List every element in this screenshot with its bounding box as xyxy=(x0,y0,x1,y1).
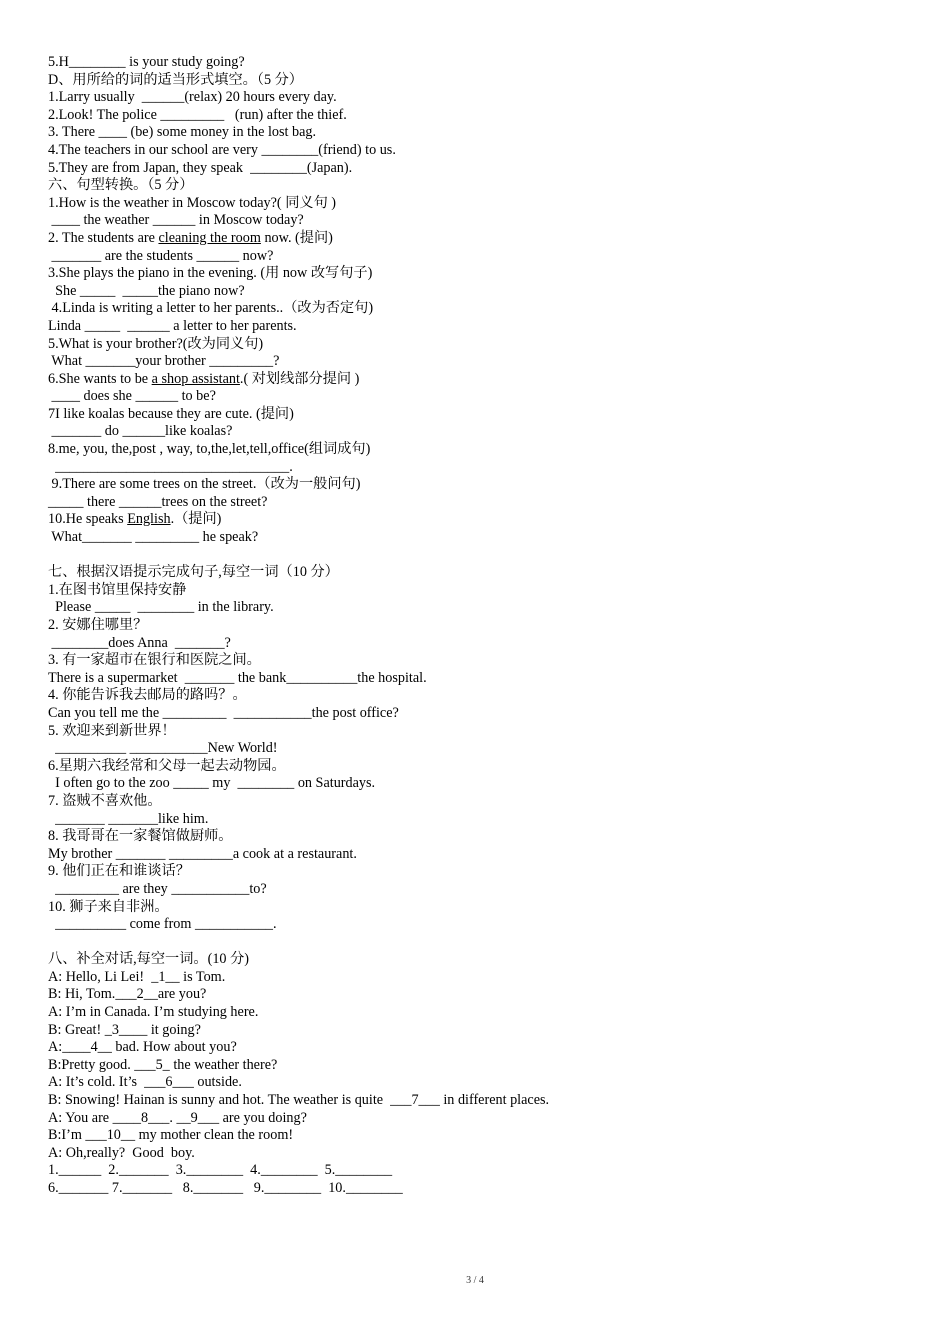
text-line: 10. 狮子来自非洲。 xyxy=(48,898,169,915)
text-line: 6.星期六我经常和父母一起去动物园。 xyxy=(48,757,286,774)
text-line: 1.Larry usually ______(relax) 20 hours every day. xyxy=(48,89,337,106)
text-line: 3.She plays the piano in the evening. (用 now 改写句子) xyxy=(48,265,373,282)
text-line: 10.He speaks English.（提问) xyxy=(48,511,222,528)
text-line: 1.在图书馆里保持安静 xyxy=(48,581,187,598)
text-line: __________ come from ___________. xyxy=(48,916,277,933)
text-line: 3. 有一家超市在银行和医院之间。 xyxy=(48,652,261,669)
text-line: 七、根据汉语提示完成句子,每空一词（10 分） xyxy=(48,564,339,581)
text-line: B: Great! _3____ it going? xyxy=(48,1021,201,1038)
text-line: 1.How is the weather in Moscow today?( 同义句 ) xyxy=(48,194,337,211)
text-line: 8. 我哥哥在一家餐馆做厨师。 xyxy=(48,828,233,845)
text-line: 5. 欢迎来到新世界！ xyxy=(48,722,176,739)
text-line: ________does Anna _______? xyxy=(48,634,231,651)
text-line: 7. 盗贼不喜欢他。 xyxy=(48,792,162,809)
text-line: _______ do ______like koalas? xyxy=(48,423,233,440)
text-line: 4. 你能告诉我去邮局的路吗？。 xyxy=(48,687,247,704)
text-line: A: You are ____8___. __9___ are you doing? xyxy=(48,1109,307,1126)
text-line: __________ ___________New World! xyxy=(48,740,278,757)
text-line: 3. There ____ (be) some money in the lost bag. xyxy=(48,124,317,141)
text-line: My brother _______ _________a cook at a restaurant. xyxy=(48,845,357,862)
text-line: 6._______ 7._______ 8._______ 9.________ 10.________ xyxy=(48,1180,403,1196)
text-line: B:I’m ___10__ my mother clean the room! xyxy=(48,1127,294,1144)
blank-line xyxy=(48,547,908,565)
text-line: A: Hello, Li Lei! _1__ is Tom. xyxy=(48,968,226,985)
text-line: _______ are the students ______ now? xyxy=(48,247,274,264)
text-line: 9. 他们正在和谁谈话？ xyxy=(48,863,190,880)
text-line: A: Oh,really? Good boy. xyxy=(48,1144,195,1161)
text-line: _____ there ______trees on the street? xyxy=(48,493,268,510)
text-line: 八、补全对话,每空一词。(10 分) xyxy=(48,951,249,968)
blank-line xyxy=(48,934,908,952)
text-line: 9.There are some trees on the street.（改为一般问句) xyxy=(48,476,361,493)
text-line: She _____ _____the piano now? xyxy=(48,282,245,299)
text-line: Please _____ ________ in the library. xyxy=(48,599,274,616)
text-line: ____ the weather ______ in Moscow today? xyxy=(48,212,304,229)
text-line: 1.______ 2._______ 3.________ 4.________ 5.________ xyxy=(48,1162,393,1179)
text-line: _________________________________. xyxy=(48,458,293,475)
text-line: There is a supermarket _______ the bank__________the hospital. xyxy=(48,669,427,686)
text-line: 5.H________ is your study going? xyxy=(48,54,245,70)
text-line: _______ _______like him. xyxy=(48,810,209,827)
text-line: 8.me, you, the,post , way, to,the,let,tell,office(组词成句) xyxy=(48,441,371,458)
page-number: 3 / 4 xyxy=(466,1275,484,1286)
document-body xyxy=(48,54,908,1198)
text-line: I often go to the zoo _____ my ________ on Saturdays. xyxy=(48,775,376,792)
text-line: Linda _____ ______ a letter to her parents. xyxy=(48,317,297,334)
text-line: 4.The teachers in our school are very ________(friend) to us. xyxy=(48,141,396,158)
underlined-phrase: cleaning the room xyxy=(158,229,261,246)
underlined-phrase: English xyxy=(127,511,171,528)
text-line: 2. 安娜住哪里？ xyxy=(48,617,148,633)
text-line: 7I like koalas because they are cute. (提问) xyxy=(48,405,294,422)
text-line: B: Hi, Tom.___2__are you? xyxy=(48,986,207,1003)
text-line: What_______ _________ he speak? xyxy=(48,529,259,546)
text-line: What _______your brother _________? xyxy=(48,353,280,370)
text-line: B: Snowing! Hainan is sunny and hot. The weather is quite ___7___ in different places. xyxy=(48,1092,550,1109)
text-line: 2.Look! The police _________ (run) after the thief. xyxy=(48,106,347,123)
text-line: 4.Linda is writing a letter to her parents..（改为否定句) xyxy=(48,300,374,317)
text-line: _________ are they ___________to? xyxy=(48,880,267,897)
underlined-phrase: a shop assistant xyxy=(151,370,240,387)
text-line: 2. The students are cleaning the room now. (提问) xyxy=(48,229,333,246)
text-line: 六、句型转换。（5 分） xyxy=(48,177,194,194)
text-line: 5.They are from Japan, they speak ________(Japan). xyxy=(48,159,353,176)
text-line: 5.What is your brother?(改为同义句) xyxy=(48,335,264,352)
text-line: D、用所给的词的适当形式填空。（5 分） xyxy=(48,71,303,88)
text-line: 6.She wants to be a shop assistant.( 对划线部分提问 ) xyxy=(48,370,360,387)
text-line: A:____4__ bad. How about you? xyxy=(48,1039,237,1056)
text-line: A: It’s cold. It’s ___6___ outside. xyxy=(48,1074,242,1091)
text-line: A: I’m in Canada. I’m studying here. xyxy=(48,1004,259,1021)
text-line: ____ does she ______ to be? xyxy=(48,388,216,405)
text-line: Can you tell me the _________ ___________the post office? xyxy=(48,704,399,721)
text-line: B:Pretty good. ___5_ the weather there? xyxy=(48,1056,278,1073)
